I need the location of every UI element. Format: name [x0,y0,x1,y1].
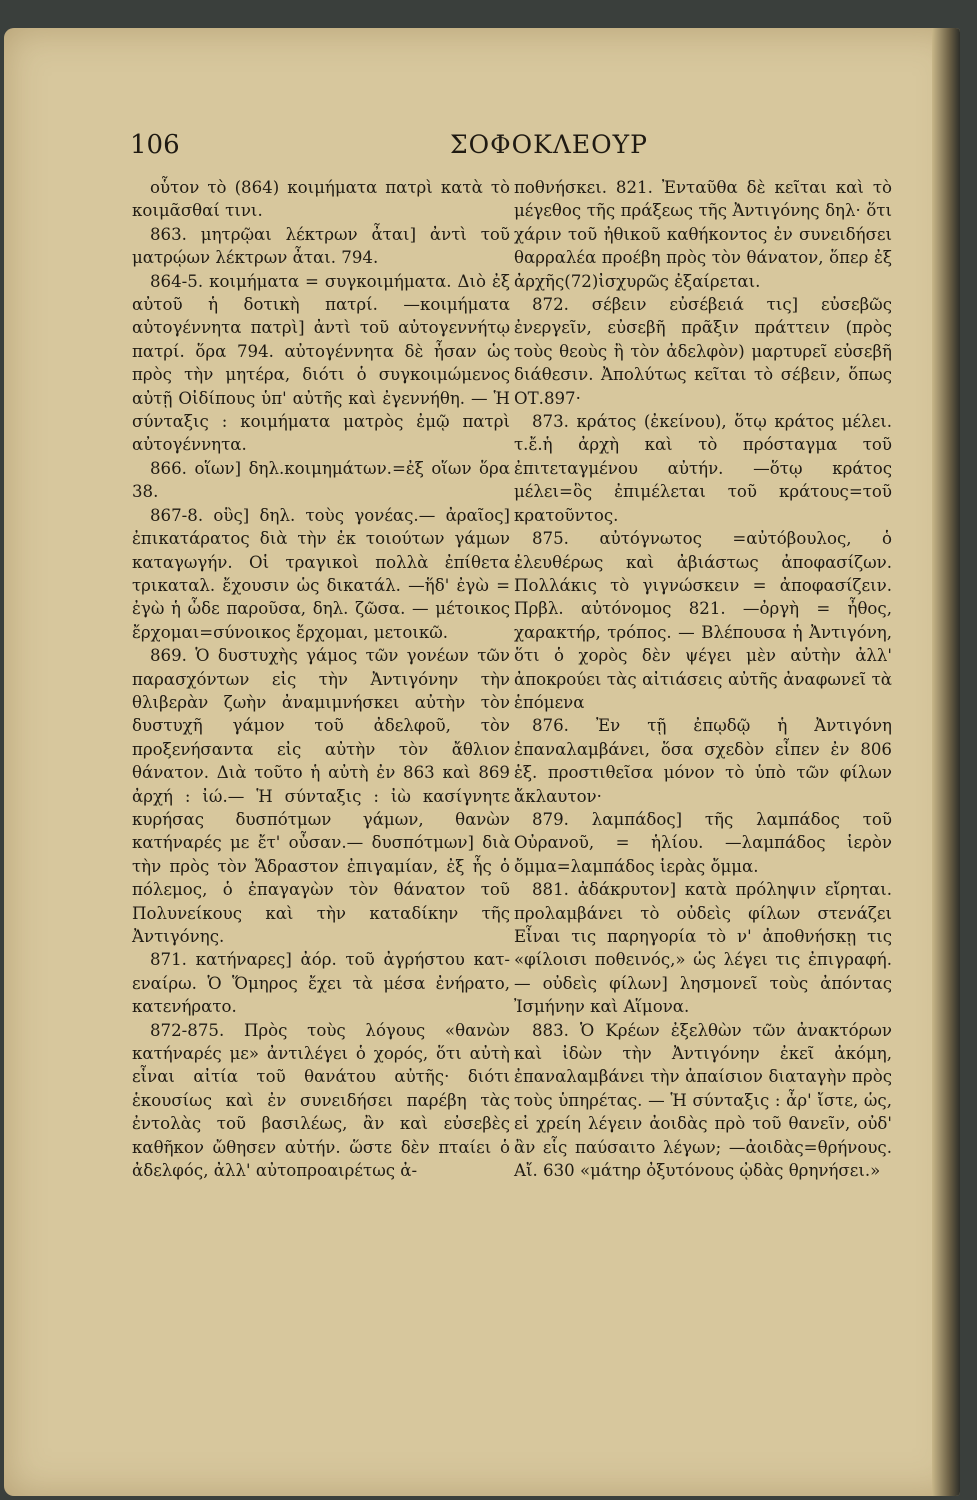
page-header [4,130,960,170]
paragraph: 883. Ὁ Κρέων ἐξελθὼν τῶν ἀνακτόρων καὶ ἰδὼν τὴν Ἀντιγόνην ἐκεῖ ἀκόμη, ἐπαναλαμβάνει τὴν ἀπαίσιον διαταγὴν πρὸς τοὺς ὑπηρέτας. — Ἡ σύνταξις : ἆρ' ἴστε, ὡς, εἰ χρείη λέγειν ἀοιδὰς πρὸ τοῦ θανεῖν, οὐδ' ἂν εἷς παύσαιτο λέγων; —ἀοιδὰς=θρήνους. Αἴ. 630 «μάτηρ ὀξυτόνους ᾠδὰς θρηνήσει.» [514,1020,892,1181]
page-number: 106 [130,130,180,160]
paragraph: 872. σέβειν εὐσέβειά τις] εὐσεβῶς ἐνεργεῖν, εὐσεβῆ πρᾶξιν πράττειν (πρὸς τοὺς θεοὺς ἢ τὸν ἀδελφὸν) μαρτυρεῖ εὐσεβῆ διάθεσιν. Ἀπολύτως κεῖται τὸ σέβειν, ὅπως ΟΤ.897· [514,295,892,408]
paragraph: 875. αὐτόγνωτος =αὐτόβουλος, ὁ ἐλευθέρως καὶ ἀβιάστως ἀποφασίζων. Πολλάκις τὸ γιγνώσκειν = ἀποφασίζειν. Πρβλ. αὐτόνομος 821. —ὀργὴ = ἦθος, χαρακτήρ, τρόπος. — Βλέπουσα ἡ Ἀντιγόνη, ὅτι ὁ χορὸς δὲν ψέγει μὲν αὐτὴν ἀλλ' ἀποκρούει τὰς αἰτιάσεις αὐτῆς ἀναφωνεῖ τὰ ἑπόμενα [514,529,892,712]
paragraph: ποθνήσκει. 821. Ἐνταῦθα δὲ κεῖται καὶ τὸ μέγεθος τῆς πράξεως τῆς Ἀντιγόνης δηλ· ὅτι χάριν τοῦ ἠθικοῦ καθήκοντος ἐν συνειδήσει θαρραλέα προέβη πρὸς τὸν θάνατον, ὅπερ ἐξ ἀρχῆς(72)ἰσχυρῶς ἐξαίρεται. [514,178,892,291]
paragraph: 872-875. Πρὸς τοὺς λόγους «θανὼν κατήναρές με» ἀντιλέγει ὁ χορός, ὅτι αὐτὴ εἶναι αἰτία τοῦ θανάτου αὐτῆς· διότι ἑκουσίως καὶ ἐν συνειδήσει παρέβη τὰς ἐντολὰς τοῦ βασιλέως, ἂν καὶ εὐσεβὲς καθῆκον ὤθησεν αὐτήν. ὥστε δὲν πταίει ὁ ἀδελφός, ἀλλ' αὐτοπροαιρέτως ἀ- [132,1020,510,1181]
paragraph: 873. κράτος (ἐκείνου), ὅτῳ κράτος μέλει. τ.ἔ.ἡ ἀρχὴ καὶ τὸ πρόσταγμα τοῦ ἐπιτεταγμένου αὐτήν. —ὅτῳ κράτος μέλει=ὃς ἐπιμέλεται τοῦ κράτους=τοῦ κρατοῦντος. [514,412,892,525]
running-title: ΣΟΦΟΚΛΕΟΥΡ [450,130,648,159]
paragraph: 869. Ὁ δυστυχὴς γάμος τῶν γονέων τῶν παρασχόντων εἰς τὴν Ἀντιγόνην τὴν θλιβερὰν ζωὴν ἀναμιμνήσκει αὐτὴν τὸν δυστυχῆ γάμον τοῦ ἀδελφοῦ, τὸν προξενήσαντα εἰς αὐτὴν τὸν ἄθλιον θάνατον. Διὰ τοῦτο ἡ αὐτὴ ἐν 863 καὶ 869 ἀρχή : ἰώ.— Ἡ σύνταξις : ἰὼ κασίγνητε κυρήσας δυσπότμων γάμων, θανὼν κατήναρές με ἔτ' οὖσαν.— δυσπότμων] διὰ τὴν πρὸς τὸν Ἄδραστον ἐπιγαμίαν, ἐξ ἧς ὁ πόλεμος, ὁ ἐπαγαγὼν τὸν θάνατον τοῦ Πολυνείκους καὶ τὴν καταδίκην τῆς Ἀντιγόνης. [132,646,510,946]
book-page [4,28,960,1496]
paragraph: 881. ἀδάκρυτον] κατὰ πρόληψιν εἴρηται. προλαμβάνει τὸ οὐδεὶς φίλων στενάζει Εἶναι τις παρηγορία τὸ ν' ἀποθνήσκῃ τις «φίλοισι ποθεινός,» ὡς λέγει τις ἐπιγραφή.— οὐδεὶς φίλων] λησμονεῖ τοὺς ἀπόντας Ἰσμήνην καὶ Αἵμονα. [514,880,892,1017]
paragraph: 879. λαμπάδος] τῆς λαμπάδος τοῦ Οὐρανοῦ, = ἡλίου. —λαμπάδος ἱερὸν ὄμμα=λαμπάδος ἱερὰς ὄμμα. [514,809,892,876]
paragraph: 871. κατήναρες] ἀόρ. τοῦ ἀγρήστου κατ-εναίρω. Ὁ Ὅμηρος ἔχει τὰ μέσα ἐνήρατο, κατενήρατο. [132,950,510,1017]
paragraph: 864-5. κοιμήματα = συγκοιμήματα. Διὸ ἐξ αὐτοῦ ἡ δοτικὴ πατρί. —κοιμήματα αὐτογέννητα πατρὶ] ἀντὶ τοῦ αὐτογεννήτῳ πατρί. ὅρα 794. αὐτογέννητα δὲ ἦσαν ὡς πρὸς τὴν μητέρα, διότι ὁ συγκοιμώμενος αὐτῇ Οἰδίπους ὑπ' αὐτῆς καὶ ἐγεννήθη. — Ἡ σύνταξις : κοιμήματα ματρὸς ἐμῷ πατρὶ αὐτογέννητα. [132,271,510,455]
paragraph: οὗτον τὸ (864) κοιμήματα πατρὶ κατὰ τὸ κοιμᾶσθαί τινι. [132,178,510,221]
right-text-column [514,176,892,1182]
paragraph: 866. οἵων] δηλ.κοιμημάτων.=ἐξ οἵων ὅρα 38. [132,458,510,502]
paragraph: 876. Ἐν τῇ ἐπῳδῷ ἡ Ἀντιγόνη ἐπαναλαμβάνει, ὅσα σχεδὸν εἶπεν ἐν 806 ἑξ. προστιθεῖσα μόνον τὸ ὑπὸ τῶν φίλων ἄκλαυτον· [514,716,892,806]
left-text-column [132,176,510,1182]
book-spine-shadow [932,28,960,1496]
paragraph: 863. μητρῷαι λέκτρων ἆται] ἀντὶ τοῦ ματρῴων λέκτρων ἆται. 794. [132,224,510,268]
paragraph: 867-8. οὓς] δηλ. τοὺς γονέας.— ἀραῖος] ἐπικατάρατος διὰ τὴν ἐκ τοιούτων γάμων καταγωγήν. Οἱ τραγικοὶ πολλὰ ἐπίθετα τρικαταλ. ἔχουσιν ὡς δικατάλ. —ἥδ' ἐγὼ = ἐγὼ ἡ ὧδε παροῦσα, δηλ. ζῶσα. — μέτοικος ἔρχομαι=σύνοικος ἔρχομαι, μετοικῶ. [132,505,510,642]
